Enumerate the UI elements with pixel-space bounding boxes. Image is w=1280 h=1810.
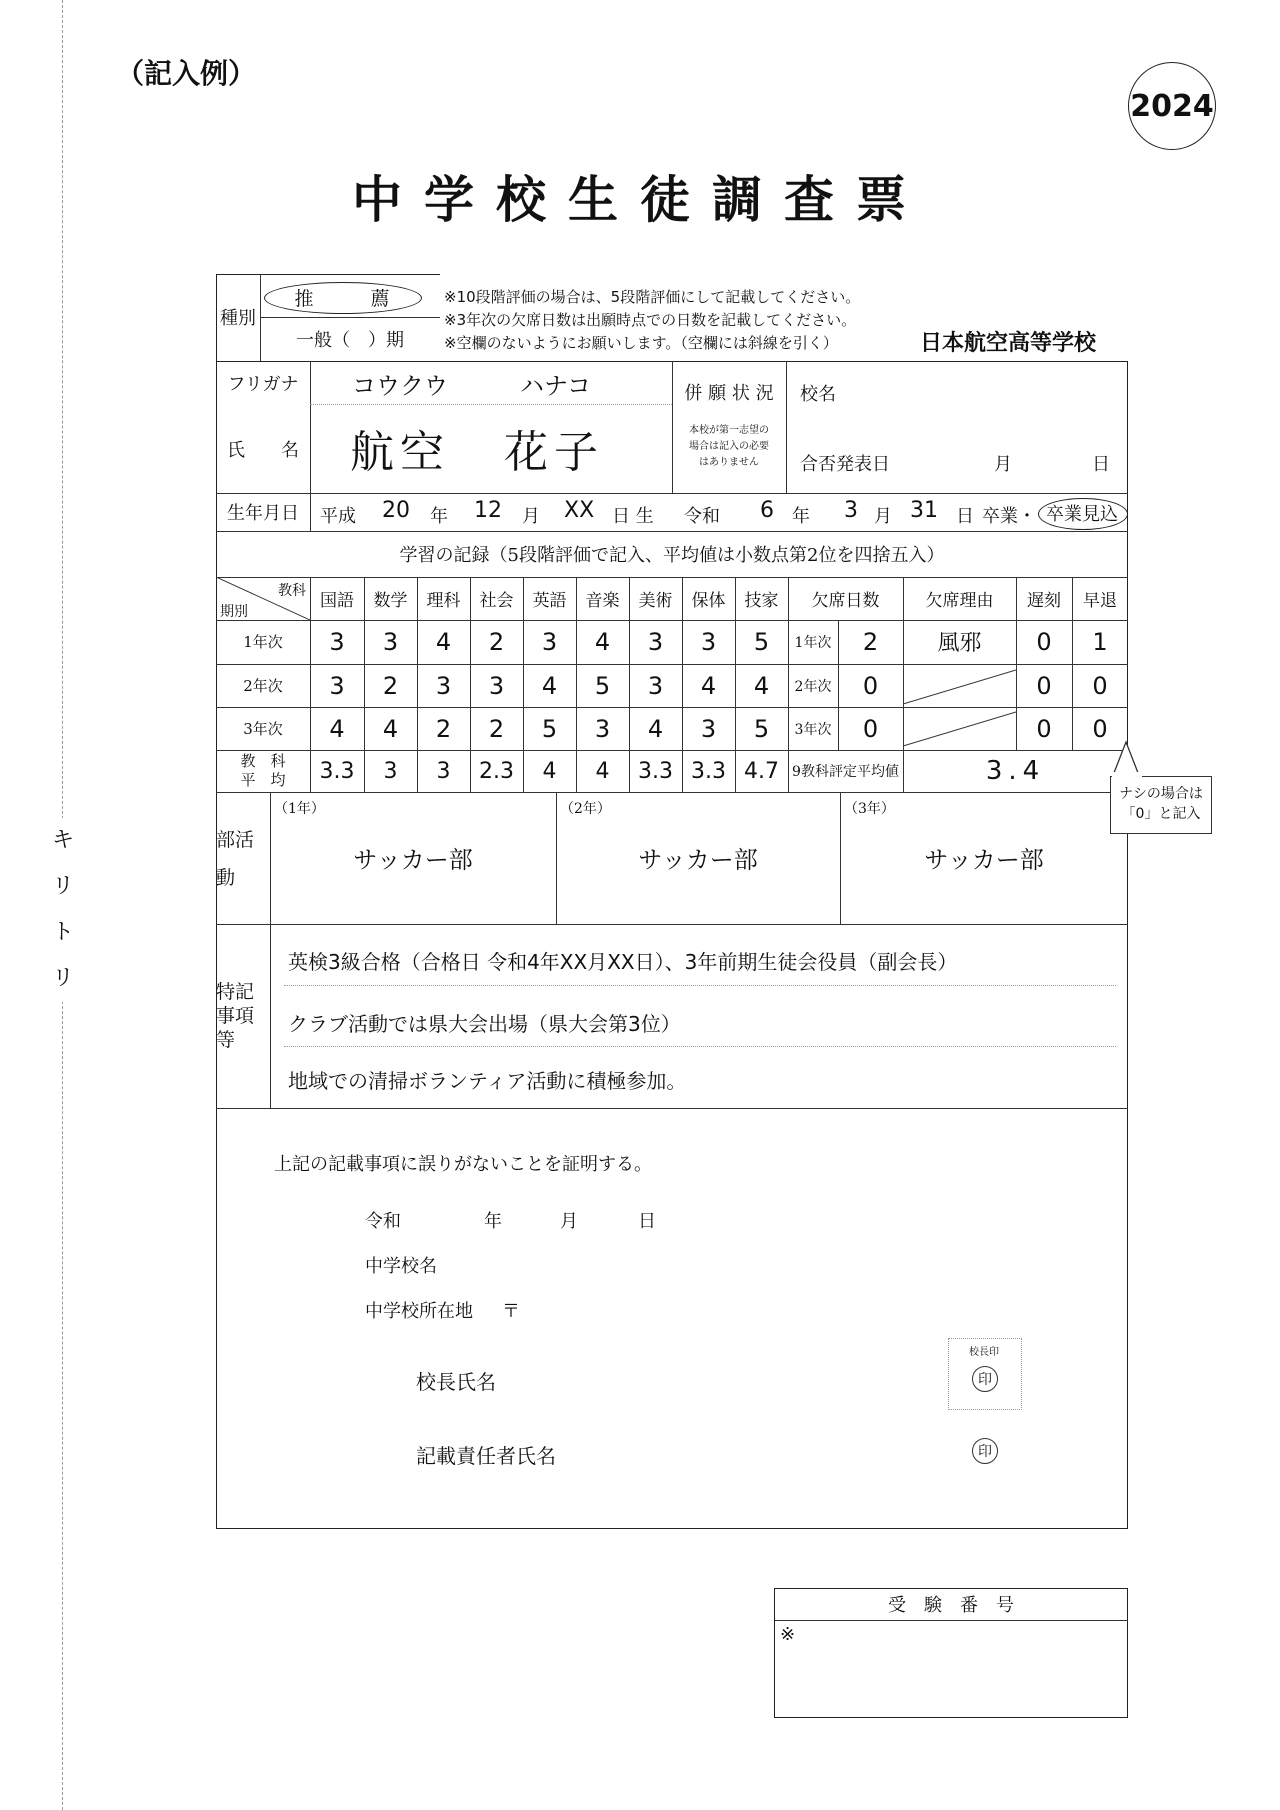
absence-reason xyxy=(903,664,1016,707)
birth-year-unit: 年 xyxy=(430,506,448,527)
early-count: 1 xyxy=(1092,627,1108,656)
grad-day-unit: 日 xyxy=(956,506,974,527)
score-cell: 4 xyxy=(435,627,452,656)
recorder-stamp-icon: 印 xyxy=(972,1438,998,1464)
zero-callout: ナシの場合は 「0」と記入 xyxy=(1110,776,1212,834)
average-cell: 2.3 xyxy=(479,758,514,784)
grad-month-unit: 月 xyxy=(874,506,892,527)
heigan-note: 本校が第一志望の 場合は記入の必要 はありません xyxy=(689,425,769,468)
example-label: （記入例） xyxy=(116,57,257,90)
subject-header: 数学 xyxy=(373,591,408,611)
subject-header: 音楽 xyxy=(585,591,620,611)
club-label: 部活動 xyxy=(216,829,255,889)
score-cell: 3 xyxy=(594,714,611,743)
subject-header: 理科 xyxy=(426,591,461,611)
subject-header: 社会 xyxy=(479,591,514,611)
name-given: 花子 xyxy=(504,427,604,478)
score-cell: 3 xyxy=(435,671,452,700)
score-cell: 3 xyxy=(647,671,664,700)
subject-header: 英語 xyxy=(532,591,567,611)
special-line-2: クラブ活動では県大会出場（県大会第3位） xyxy=(288,1012,681,1036)
grades-heading: 学習の記録（5段階評価で記入、平均値は小数点第2位を四捨五入） xyxy=(399,545,945,566)
score-cell: 3 xyxy=(541,627,558,656)
reason-header: 欠席理由 xyxy=(925,591,994,611)
absence-term-label: 1年次 xyxy=(794,634,832,651)
general-option: 一般（ ）期 xyxy=(296,330,404,351)
furigana-given: ハナコ xyxy=(520,372,592,400)
club-value-2: サッカー部 xyxy=(638,845,758,874)
special-line-3: 地域での清掃ボランティア活動に積極参加。 xyxy=(288,1069,687,1093)
early-header: 早退 xyxy=(1083,591,1117,611)
stamp-label: 校長印 xyxy=(969,1347,999,1358)
certify-statement: 上記の記載事項に誤りがないことを証明する。 xyxy=(274,1154,652,1175)
note-1: ※10段階評価の場合は、5段階評価にして記載してください。 xyxy=(444,288,861,306)
subject-header: 美術 xyxy=(638,591,673,611)
name-label: 氏 名 xyxy=(227,439,299,461)
early-count: 0 xyxy=(1092,671,1108,700)
late-count: 0 xyxy=(1036,671,1052,700)
absence-term-label: 2年次 xyxy=(794,678,832,695)
average-cell: 3.3 xyxy=(319,758,355,784)
category-label: 種別 xyxy=(220,308,256,329)
special-label: 特記事項等 xyxy=(216,981,255,1051)
certify-era: 令和 xyxy=(365,1211,401,1232)
score-cell: 4 xyxy=(700,671,717,700)
score-cell: 4 xyxy=(594,627,611,656)
term-label: 2年次 xyxy=(243,677,283,695)
score-cell: 2 xyxy=(435,714,452,743)
score-cell: 5 xyxy=(594,671,611,700)
absence-days: 0 xyxy=(862,671,879,700)
score-cell: 5 xyxy=(753,627,770,656)
certify-school-name: 中学校名 xyxy=(365,1256,437,1277)
expected-option: 卒業見込 xyxy=(1046,504,1118,525)
heigan-label: 併 願 状 況 xyxy=(684,383,774,404)
score-cell: 3 xyxy=(329,671,345,700)
early-count: 0 xyxy=(1092,714,1108,743)
score-cell: 2 xyxy=(488,714,505,743)
announce-day: 日 xyxy=(1092,454,1110,475)
certify-year: 年 xyxy=(484,1211,502,1232)
grad-year-unit: 年 xyxy=(792,506,810,527)
late-header: 遅刻 xyxy=(1027,591,1061,611)
absence-days: 0 xyxy=(862,714,879,743)
absence-header: 欠席日数 xyxy=(811,591,880,611)
principal-label: 校長氏名 xyxy=(416,1370,496,1394)
score-cell: 4 xyxy=(753,671,770,700)
grad-day: 31 xyxy=(910,498,938,523)
birth-label: 生年月日 xyxy=(227,503,299,524)
overall-average: 3.4 xyxy=(985,756,1046,786)
average-cell: 4.7 xyxy=(744,758,779,784)
announce-label: 合否発表日 xyxy=(800,454,890,475)
year-badge: 2024 xyxy=(1128,62,1216,150)
late-count: 0 xyxy=(1036,627,1052,656)
score-cell: 5 xyxy=(753,714,770,743)
recommend-option: 推 薦 xyxy=(294,287,390,310)
score-cell: 3 xyxy=(700,627,717,656)
score-cell: 3 xyxy=(488,671,505,700)
score-cell: 5 xyxy=(541,714,558,743)
birth-year: 20 xyxy=(382,498,410,523)
score-cell: 3 xyxy=(329,627,345,656)
club-year-2: （2年） xyxy=(560,801,611,817)
score-cell: 3 xyxy=(700,714,717,743)
subject-header: 保体 xyxy=(691,591,726,611)
birth-day: XX xyxy=(564,498,595,523)
note-2: ※3年次の欠席日数は出願時点での日数を記載してください。 xyxy=(444,311,857,329)
postal-mark: 〒 xyxy=(502,1301,520,1322)
average-cell: 3 xyxy=(436,758,451,784)
absence-reason: 風邪 xyxy=(937,631,982,656)
corner-term: 期別 xyxy=(220,604,248,620)
subject-header: 技家 xyxy=(744,591,779,611)
high-school-name: 日本航空高等学校 xyxy=(920,330,1097,356)
absence-days: 2 xyxy=(862,627,879,656)
club-year-1: （1年） xyxy=(274,801,325,817)
score-cell: 4 xyxy=(541,671,558,700)
corner-subject: 教科 xyxy=(278,583,306,599)
furigana-family: コウクウ xyxy=(352,372,448,400)
subject-header: 国語 xyxy=(320,591,354,611)
graduated-option: 卒業・ xyxy=(982,506,1036,527)
club-value-1: サッカー部 xyxy=(353,845,473,874)
absence-term-label: 3年次 xyxy=(794,721,832,738)
average-cell: 3 xyxy=(383,758,398,784)
furigana-label: フリガナ xyxy=(227,374,299,395)
club-value-3: サッカー部 xyxy=(924,845,1044,874)
grad-month: 3 xyxy=(844,498,858,523)
score-cell: 2 xyxy=(382,671,399,700)
birth-day-unit: 日 生 xyxy=(612,506,654,527)
school-name-label: 校名 xyxy=(800,384,836,405)
cutline-text: キリトリ xyxy=(52,818,74,1002)
special-line-1: 英検3級合格（合格日 令和4年XX月XX日）、3年前期生徒会役員（副会長） xyxy=(288,950,958,974)
certify-month: 月 xyxy=(560,1211,578,1232)
certify-day: 日 xyxy=(638,1211,656,1232)
absence-reason xyxy=(903,707,1016,750)
birth-month-unit: 月 xyxy=(522,506,540,527)
overall-label: 9教科評定平均値 xyxy=(792,764,899,780)
average-cell: 3.3 xyxy=(691,758,726,784)
term-label: 1年次 xyxy=(243,633,283,651)
score-cell: 3 xyxy=(647,627,664,656)
score-cell: 4 xyxy=(329,714,345,743)
late-count: 0 xyxy=(1036,714,1052,743)
average-cell: 4 xyxy=(542,758,557,784)
grad-era: 令和 xyxy=(684,506,720,527)
certify-address: 中学校所在地 xyxy=(365,1301,473,1322)
average-cell: 3.3 xyxy=(638,758,673,784)
average-cell: 4 xyxy=(595,758,610,784)
document-title: 中学校生徒調査票 xyxy=(352,170,928,229)
birth-era: 平成 xyxy=(320,506,356,527)
score-cell: 2 xyxy=(488,627,505,656)
exam-number-label: 受 験 番 号 xyxy=(888,1595,1014,1616)
score-cell: 3 xyxy=(382,627,399,656)
birth-month: 12 xyxy=(474,498,502,523)
announce-month: 月 xyxy=(994,454,1012,475)
note-3: ※空欄のないようにお願いします。（空欄には斜線を引く） xyxy=(444,334,838,352)
principal-stamp-icon: 印 xyxy=(972,1366,998,1392)
average-label: 教 科 平 均 xyxy=(240,752,286,789)
club-year-3: （3年） xyxy=(844,801,895,817)
name-family: 航空 xyxy=(350,427,450,478)
recorder-label: 記載責任者氏名 xyxy=(416,1444,556,1468)
grad-year: 6 xyxy=(760,498,774,523)
score-cell: 4 xyxy=(647,714,664,743)
term-label: 3年次 xyxy=(243,720,283,738)
score-cell: 4 xyxy=(382,714,399,743)
exam-number-mark: ※ xyxy=(780,1624,796,1645)
